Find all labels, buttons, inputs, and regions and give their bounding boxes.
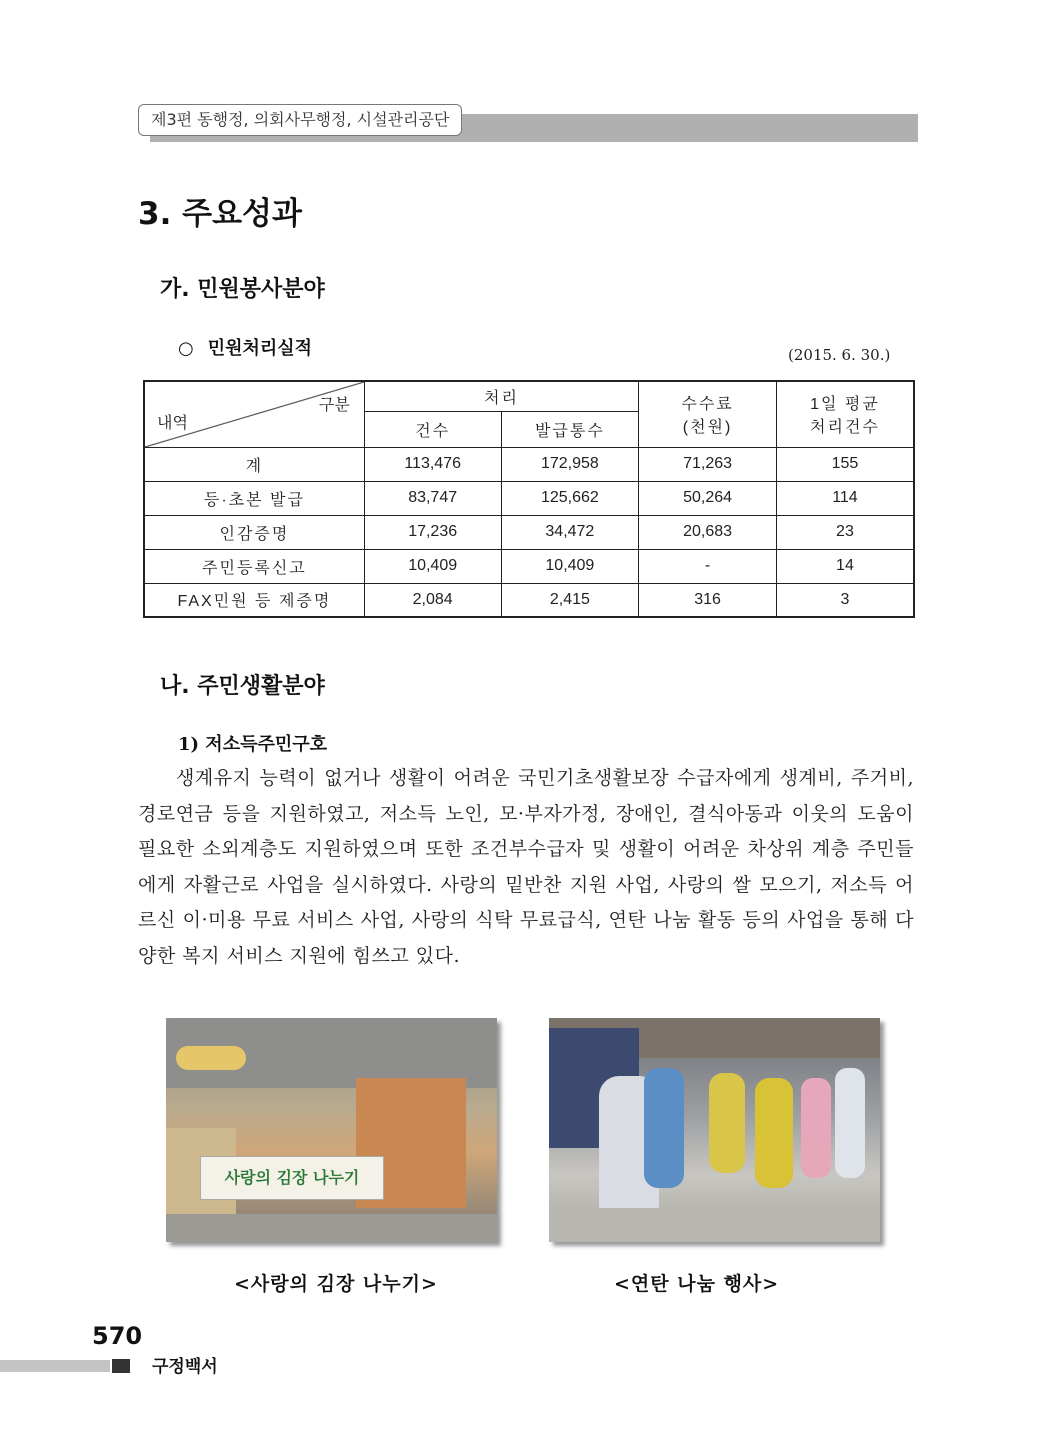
row-label: 인감증명 xyxy=(144,515,364,549)
cell-count: 83,747 xyxy=(364,481,501,515)
cell-fee: 50,264 xyxy=(639,481,777,515)
header-fee xyxy=(639,381,777,447)
subsection-title-b: 나. 주민생활분야 xyxy=(160,674,325,699)
row-label: 주민등록신고 xyxy=(144,549,364,583)
cell-fee: 71,263 xyxy=(639,447,777,481)
table-row xyxy=(144,481,914,515)
cell-avg: 114 xyxy=(776,481,914,515)
welfare-body-text: 생계유지 능력이 없거나 생활이 어려운 국민기초생활보장 수급자에게 생계비, 주거비, 경로연금 등을 지원하였고, 저소득 노인, 모·부자가정, 장애인, 결식아동과 이웃의 도움이 필요한 소외계층도 지원하였으며 또한 조건부수급자 및 생활이 어려운 차상위 계층 주민들에게 자활근로 사업을 실시하였다. 사랑의 밑반찬 지원 사업, 사랑의 쌀 모으기, 저소득 어르신 이·미용 무료 서비스 사업, 사랑의 식탁 무료급식, 연탄 나눔 활동 등의 사업을 통해 다양한 복지 서비스 지원에 힘쓰고 있다. xyxy=(138,767,914,967)
cell-count: 2,084 xyxy=(364,583,501,617)
cell-fee: 20,683 xyxy=(639,515,777,549)
civil-results-title xyxy=(178,334,312,360)
cell-count: 17,236 xyxy=(364,515,501,549)
cell-fee: 316 xyxy=(639,583,777,617)
header-process: 처리 xyxy=(364,381,638,411)
footer-bar xyxy=(0,1360,110,1372)
row-label: 계 xyxy=(144,447,364,481)
kimjang-caption: <사랑의 김장 나누기> xyxy=(234,1273,438,1295)
cell-count: 10,409 xyxy=(364,549,501,583)
book-title: 구정백서 xyxy=(152,1357,218,1377)
subsection-title-a: 가. 민원봉사분야 xyxy=(160,277,325,302)
diagonal-header-cell xyxy=(144,381,364,447)
date-note: (2015. 6. 30.) xyxy=(788,346,891,364)
briquette-photo xyxy=(549,1018,880,1242)
footer-square xyxy=(112,1359,130,1373)
briquette-caption: <연탄 나눔 행사> xyxy=(614,1273,780,1295)
cell-fee: - xyxy=(639,549,777,583)
cell-count: 113,476 xyxy=(364,447,501,481)
table-row xyxy=(144,549,914,583)
header-issued: 발급통수 xyxy=(501,411,639,447)
header-avg-line1: 1일 평균 xyxy=(810,396,880,414)
header-fee-line1: 수수료 xyxy=(681,396,734,414)
header-avg-line2: 처리건수 xyxy=(810,419,880,437)
kimjang-banner: 사랑의 김장 나누기 xyxy=(200,1156,384,1200)
kimjang-photo xyxy=(166,1018,497,1242)
chapter-header: 제3편 동행정, 의회사무행정, 시설관리공단 xyxy=(138,104,462,136)
table-row xyxy=(144,583,914,617)
cell-issued: 10,409 xyxy=(501,549,639,583)
cell-issued: 2,415 xyxy=(501,583,639,617)
cell-avg: 14 xyxy=(776,549,914,583)
header-fee-line2: (천원) xyxy=(682,419,733,437)
diag-bottom-label: 내역 xyxy=(157,414,188,432)
cell-avg: 155 xyxy=(776,447,914,481)
table-row xyxy=(144,515,914,549)
cell-avg: 23 xyxy=(776,515,914,549)
cell-issued: 34,472 xyxy=(501,515,639,549)
row-label: FAX민원 등 제증명 xyxy=(144,583,364,617)
cell-issued: 125,662 xyxy=(501,481,639,515)
row-label: 등·초본 발급 xyxy=(144,481,364,515)
welfare-item-title: 1) 저소득주민구호 xyxy=(178,734,328,755)
bullet-circle-icon: ○ xyxy=(178,338,194,359)
header-daily-avg xyxy=(776,381,914,447)
civil-results-label: 민원처리실적 xyxy=(207,338,313,359)
page-number: 570 xyxy=(92,1322,143,1350)
cell-issued: 172,958 xyxy=(501,447,639,481)
cell-avg: 3 xyxy=(776,583,914,617)
diag-top-label: 구분 xyxy=(318,397,350,414)
civil-results-table xyxy=(143,380,915,618)
table-row xyxy=(144,447,914,481)
header-count: 건수 xyxy=(364,411,501,447)
section-title: 3. 주요성과 xyxy=(138,196,302,232)
